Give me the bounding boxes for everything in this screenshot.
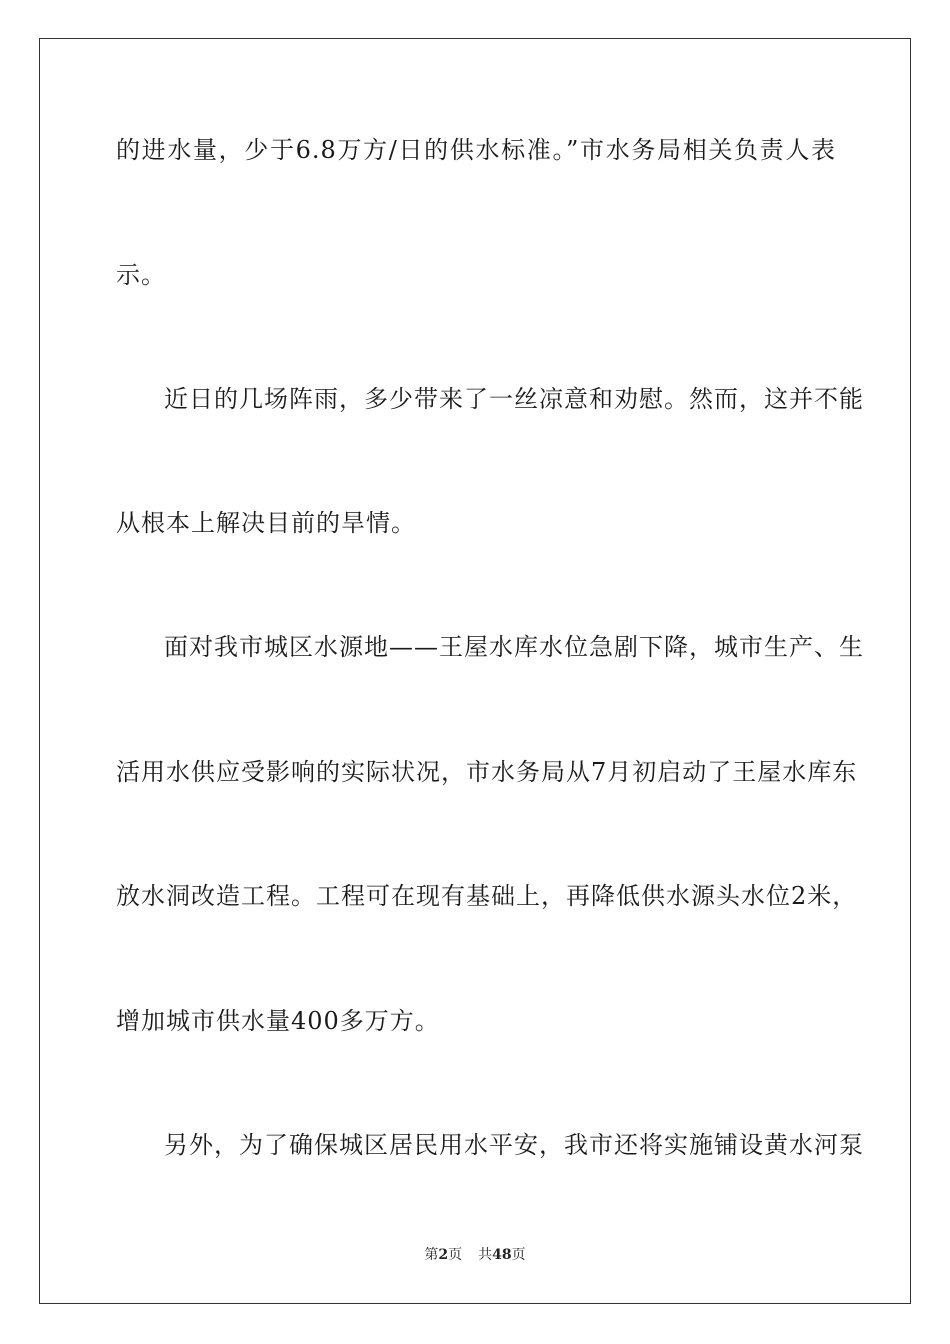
page-footer [0, 1244, 950, 1264]
body-line-4: 从根本上解决目前的旱情。 [116, 509, 416, 537]
body-line-9: 另外，为了确保城区居民用水平安，我市还将实施铺设黄水河泵 [164, 1131, 864, 1159]
page-frame [39, 38, 911, 1304]
footer-page-number: 2 [438, 1247, 449, 1263]
body-line-6: 活用水供应受影响的实际状况，市水务局从7月初启动了王屋水库东 [116, 758, 858, 786]
footer-total-prefix: 共 [478, 1247, 493, 1263]
footer-total-suffix: 页 [511, 1247, 526, 1263]
footer-page-suffix: 页 [448, 1247, 463, 1263]
body-line-8: 增加城市供水量400多万方。 [116, 1007, 440, 1035]
footer-page-prefix: 第 [424, 1247, 439, 1263]
body-line-1: 的进水量，少于6.8万方/日的供水标准。”市水务局相关负责人表 [116, 136, 836, 164]
body-line-5: 面对我市城区水源地——王屋水库水位急剧下降，城市生产、生 [164, 633, 864, 661]
body-line-7: 放水洞改造工程。工程可在现有基础上，再降低供水源头水位2米， [116, 882, 858, 910]
footer-total-number: 48 [492, 1247, 512, 1263]
body-line-2: 示。 [116, 261, 166, 289]
body-line-3: 近日的几场阵雨，多少带来了一丝凉意和劝慰。然而，这并不能 [164, 385, 864, 413]
